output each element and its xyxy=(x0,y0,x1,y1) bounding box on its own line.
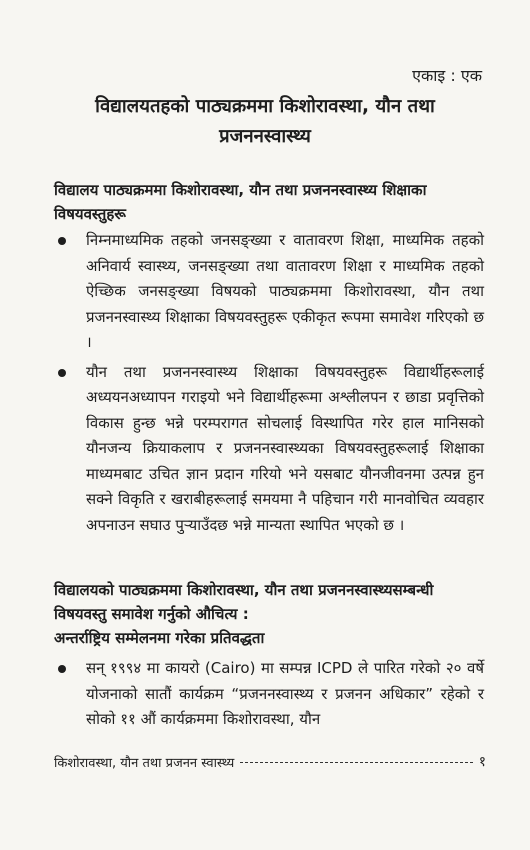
section-heading-justification: विद्यालयको पाठ्यक्रममा किशोरावस्था, यौन तथा प्रजननस्वास्थ्यसम्बन्धी विषयवस्तु समावेश गर्नुको औचित्य : xyxy=(54,581,434,623)
bullet-icon xyxy=(58,237,66,245)
chapter-title-line-2: प्रजननस्वास्थ्य xyxy=(219,126,311,147)
chapter-title xyxy=(40,92,490,152)
footer-dashed-rule xyxy=(240,762,472,763)
subheading-international-commitments: अन्तर्राष्ट्रिय सम्मेलनमा गरेका प्रतिवद्धता xyxy=(54,629,265,647)
list-item xyxy=(54,228,484,356)
footer-running-title: किशोरावस्था, यौन तथा प्रजनन स्वास्थ्य xyxy=(54,755,235,771)
page-footer xyxy=(54,752,486,771)
bullet-icon xyxy=(58,369,66,377)
page-number: १ xyxy=(478,754,486,770)
list-item-text: निम्नमाध्यमिक तहको जनसङ्ख्या र वातावरण शिक्षा, माध्यमिक तहको अनिवार्य स्वास्थ्य, जनसङ्ख्या तथा वातावरण शिक्षा र माध्यमिक तहको ऐच्छिक जनसङ्ख्या विषयको पाठ्यक्रममा किशोरावस्था, यौन तथा प्रजननस्वास्थ्य शिक्षाका विषयवस्तुहरू एकीकृत रूपमा समावेश गरिएको छ । xyxy=(86,231,484,351)
section-heading-contents: विद्यालय पाठ्यक्रममा किशोरावस्था, यौन तथा प्रजननस्वास्थ्य शिक्षाका विषयवस्तुहरू xyxy=(54,181,427,223)
unit-label: एकाइ : एक xyxy=(412,66,482,85)
list-item-text: सन् १९९४ मा कायरो (Cairo) मा सम्पन्न ICPD ले पारित गरेको २० वर्षे योजनाको सातौं कार्यक्रम “प्रजननस्वास्थ्य र प्रजनन अधिकार” रहेको र सोको ११ औं कार्यक्रममा किशोरावस्था, यौन xyxy=(86,659,484,728)
commitments-list xyxy=(54,656,484,733)
chapter-title-line-1: विद्यालयतहको पाठ्यक्रममा किशोरावस्था, यौन तथा xyxy=(95,96,435,117)
list-item xyxy=(54,656,484,733)
list-item-text: यौन तथा प्रजननस्वास्थ्य शिक्षाका विषयवस्तुहरू विद्यार्थीहरूलाई अध्ययनअध्यापन गराइयो भने विद्यार्थीहरूमा अश्लीलपन र छाडा प्रवृत्तिको विकास हुन्छ भन्ने परम्परागत सोचलाई विस्थापित गरेर हाल मानिसको यौनजन्य क्रियाकलाप र प्रजननस्वास्थ्यका विषयवस्तुहरूलाई शिक्षाका माध्यमबाट उचित ज्ञान प्रदान गरियो भने यसबाट यौनजीवनमा उत्पन्न हुन सक्ने विकृति र खराबीहरूलाई समयमा नै पहिचान गरी मानवोचित व्यवहार अपनाउन सघाउ पुऱ्याउँदछ भन्ने मान्यता स्थापित भएको छ । xyxy=(86,362,484,534)
bullet-icon xyxy=(58,665,66,673)
list-item xyxy=(54,360,484,539)
contents-list xyxy=(54,228,484,538)
